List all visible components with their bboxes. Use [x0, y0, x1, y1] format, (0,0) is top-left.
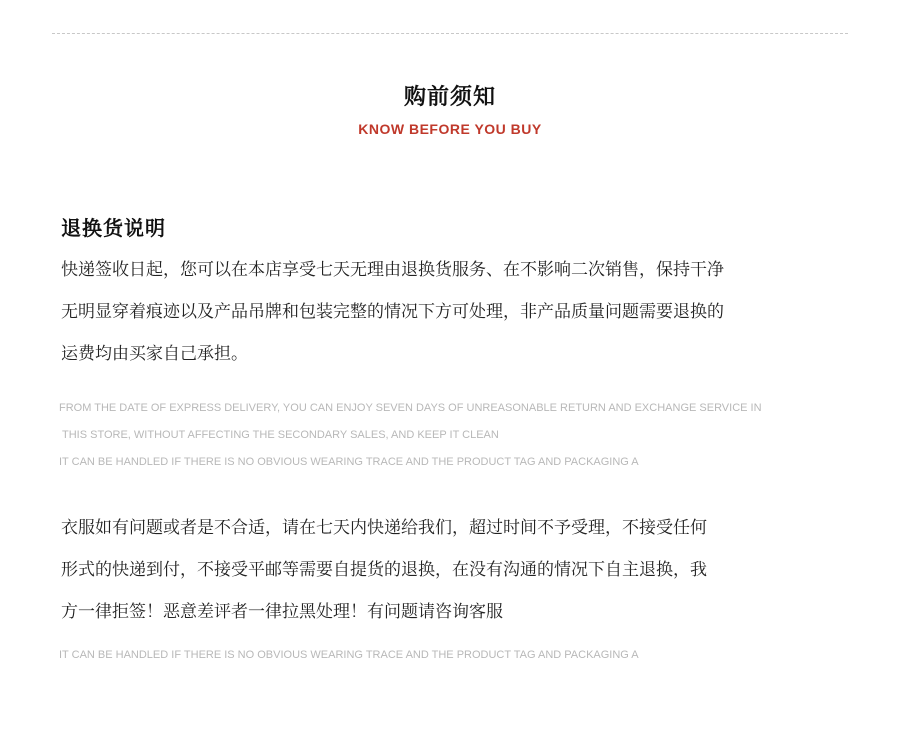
paragraph-line: 快递签收日起，您可以在本店享受七天无理由退换货服务、在不影响二次销售，保持干净	[61, 260, 724, 280]
english-line: IT CAN BE HANDLED IF THERE IS NO OBVIOUS WEARING TRACE AND THE PRODUCT TAG AND PACKAGING A	[59, 649, 639, 661]
english-line: IT CAN BE HANDLED IF THERE IS NO OBVIOUS WEARING TRACE AND THE PRODUCT TAG AND PACKAGING A	[59, 456, 639, 468]
notice-paragraph-cn	[61, 507, 851, 633]
paragraph-line: 方一律拒签！恶意差评者一律拉黑处理！有问题请咨询客服	[61, 602, 503, 622]
paragraph-line: 衣服如有问题或者是不合适，请在七天内快递给我们，超过时间不予受理，不接受任何	[61, 518, 707, 538]
paragraph-line: 形式的快递到付，不接受平邮等需要自提货的退换，在没有沟通的情况下自主退换，我	[61, 560, 707, 580]
notice-paragraph-en	[59, 642, 849, 669]
returns-paragraph-cn	[61, 249, 851, 375]
page-title: 购前须知	[403, 85, 496, 110]
page-subtitle-en: KNOW BEFORE YOU BUY	[358, 121, 542, 137]
english-line: FROM THE DATE OF EXPRESS DELIVERY, YOU CAN ENJOY SEVEN DAYS OF UNREASONABLE RETURN AND EXCHANGE SERVICE IN	[59, 402, 762, 414]
top-dashed-divider	[52, 33, 848, 34]
section-heading-returns: 退换货说明	[61, 216, 166, 240]
returns-paragraph-en	[59, 395, 849, 476]
paragraph-line: 无明显穿着痕迹以及产品吊牌和包装完整的情况下方可处理，非产品质量问题需要退换的	[61, 302, 724, 322]
paragraph-line: 运费均由买家自己承担。	[61, 344, 248, 364]
english-line: THIS STORE, WITHOUT AFFECTING THE SECONDARY SALES, AND KEEP IT CLEAN	[62, 429, 499, 441]
